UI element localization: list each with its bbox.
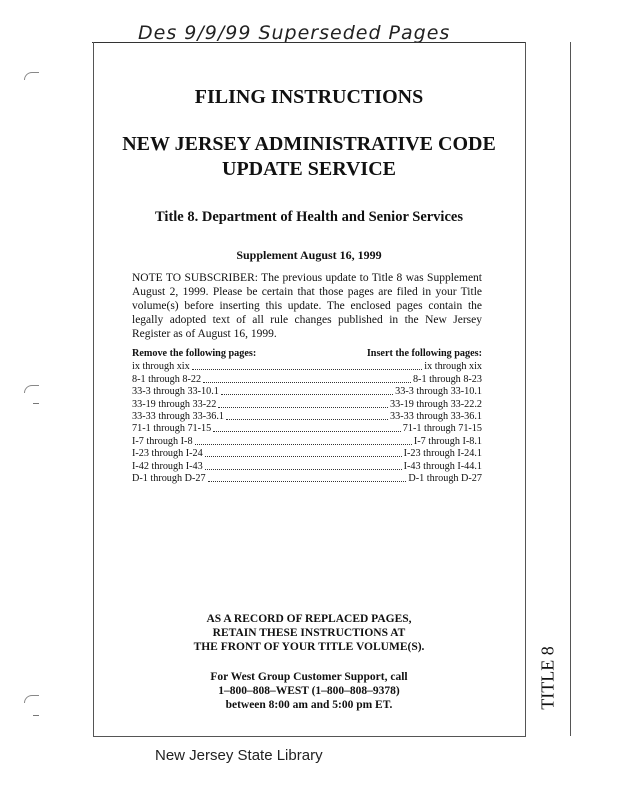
dot-leader: [213, 431, 401, 432]
dot-leader: [221, 394, 393, 395]
remove-header: Remove the following pages:: [132, 348, 257, 359]
dot-leader: [203, 382, 411, 383]
record-line: RETAIN THESE INSTRUCTIONS AT: [212, 627, 406, 639]
dot-leader: [218, 407, 388, 408]
table-row: [132, 460, 482, 472]
title-line: Title 8. Department of Health and Senior Services: [155, 209, 463, 225]
record-line: AS A RECORD OF REPLACED PAGES,: [206, 613, 412, 625]
library-stamp: New Jersey State Library: [155, 747, 323, 764]
table-row: [132, 373, 482, 385]
remove-range: I-42 through I-43: [132, 460, 203, 472]
insert-range: I-43 through I-44.1: [403, 460, 482, 472]
support-hours: between 8:00 am and 5:00 pm ET.: [225, 699, 393, 711]
table-row: [132, 435, 482, 447]
insert-range: 33-33 through 33-36.1: [390, 410, 482, 422]
support-line: For West Group Customer Support, call: [210, 671, 408, 683]
code-title-line-1: NEW JERSEY ADMINISTRATIVE CODE: [122, 133, 496, 155]
insert-range: 8-1 through 8-23: [412, 373, 482, 385]
punch-hole-mark: [24, 695, 39, 703]
remove-range: D-1 through D-27: [132, 472, 206, 484]
remove-range: 33-3 through 33-10.1: [132, 386, 219, 398]
remove-range: 71-1 through 71-15: [132, 423, 212, 435]
record-line: THE FRONT OF YOUR TITLE VOLUME(S).: [193, 641, 425, 653]
page-replacement-table: [132, 348, 482, 485]
remove-range: I-23 through I-24: [132, 448, 203, 460]
dot-leader: [226, 419, 388, 420]
table-row: [132, 398, 482, 410]
insert-header: Insert the following pages:: [366, 348, 482, 359]
dot-leader: [195, 444, 412, 445]
punch-hole-mark: [24, 385, 39, 393]
table-header: [132, 348, 482, 361]
dot-leader: [208, 481, 407, 482]
customer-support-notice: [93, 670, 525, 712]
insert-range: 71-1 through 71-15: [402, 423, 482, 435]
table-row: [132, 473, 482, 485]
table-row: [132, 411, 482, 423]
handwritten-annotation: Des 9/9/99 Superseded Pages: [138, 22, 451, 44]
scan-mark: [33, 715, 39, 716]
insert-range: 33-19 through 33-22.2: [390, 398, 482, 410]
remove-range: I-7 through I-8: [132, 435, 193, 447]
note-to-subscriber: NOTE TO SUBSCRIBER: The previous update to Title 8 was Supplement August 2, 1999. Please be certain that those pages are filed in your Title volume(s) before inserting this update. The enclosed pages contain the legally adopted text of all rule changes published in the New Jersey Register as of August 16, 1999.: [132, 272, 482, 340]
insert-range: 33-3 through 33-10.1: [395, 386, 482, 398]
support-phone: 1–800–808–WEST (1–800–808–9378): [218, 685, 400, 697]
remove-range: 8-1 through 8-22: [132, 373, 202, 385]
insert-range: ix through xix: [424, 361, 482, 373]
insert-range: I-7 through I-8.1: [413, 435, 482, 447]
table-row: [132, 386, 482, 398]
supplement-date: Supplement August 16, 1999: [236, 248, 382, 262]
remove-range: 33-33 through 33-36.1: [132, 410, 224, 422]
heading: FILING INSTRUCTIONS: [194, 86, 424, 108]
dot-leader: [192, 369, 423, 370]
scan-mark: [33, 403, 39, 404]
side-tab-label: TITLE 8: [537, 646, 558, 710]
table-row: [132, 423, 482, 435]
insert-range: D-1 through D-27: [408, 472, 482, 484]
remove-range: ix through xix: [132, 361, 190, 373]
table-row: [132, 361, 482, 373]
dot-leader: [205, 469, 402, 470]
remove-range: 33-19 through 33-22: [132, 398, 217, 410]
record-notice: [93, 612, 525, 654]
code-title-line-2: UPDATE SERVICE: [222, 158, 396, 180]
punch-hole-mark: [24, 72, 39, 80]
dot-leader: [205, 456, 402, 457]
table-row: [132, 448, 482, 460]
side-tab-strip: [525, 42, 571, 736]
insert-range: I-23 through I-24.1: [403, 448, 482, 460]
